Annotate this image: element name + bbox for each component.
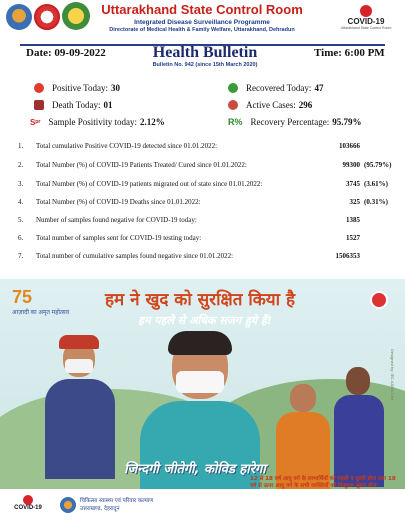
- virus-icon: [360, 5, 372, 17]
- row-number: 2.: [18, 161, 24, 169]
- recovery-rate-icon: R%: [228, 117, 243, 127]
- idsp-logo-icon: [62, 2, 90, 30]
- table-row: [16, 234, 391, 248]
- uttarakhand-emblem-icon: [60, 497, 76, 513]
- covid-logo-subtext: Uttarakhand State Control Room: [340, 26, 392, 30]
- sample-positivity-icon: Sᵖʳ: [30, 117, 41, 127]
- figure-body: [334, 395, 384, 487]
- stat-recovery-percentage: [228, 117, 361, 127]
- figure-head: [346, 367, 370, 395]
- poster-headline: हम ने खुद को सुरक्षित किया है: [104, 290, 295, 310]
- virus-icon: [23, 495, 33, 505]
- row-percent: (0.31%): [364, 198, 388, 206]
- uttarakhand-emblem-icon: [6, 4, 32, 30]
- footer-line-1: चिकित्सा स्वास्थ्य एवं परिवार कल्याण: [80, 498, 154, 504]
- stat-death: [34, 100, 112, 110]
- face-mask-icon: [176, 371, 224, 393]
- stat-spr-value: 2.12%: [140, 117, 165, 127]
- table-row: [16, 180, 391, 194]
- booster-dose-notice: 12 से 18 वर्ष आयु वर्ग के लाभार्थियों को पहली व दूसरी डोज तथा 18 वर्ष से ऊपर आयु वर्ग के सभी व्यक्तियों को निःशुल्क बूस्टर डोज: [250, 476, 396, 490]
- row-value: 99300: [342, 161, 360, 169]
- row-text: Total Number (%) of COVID-19 patients migrated out of state since 01.01.2022:: [36, 180, 263, 188]
- recovered-icon: [228, 83, 238, 93]
- table-row: [16, 161, 391, 175]
- stat-active-value: 296: [298, 100, 313, 110]
- table-row: [16, 252, 391, 266]
- row-number: 3.: [18, 180, 24, 188]
- poster-banner-slogan: जिन्दगी जीतेगी, कोविड हारेगा: [124, 462, 266, 477]
- stat-positive-value: 30: [110, 83, 120, 93]
- row-text: Total cumulative Positive COVID-19 detected since 01.01.2022:: [36, 142, 218, 150]
- row-text: Total number of samples sent for COVID-19 testing today:: [36, 234, 202, 242]
- header-text: [92, 2, 312, 33]
- stat-recovered-label: Recovered Today:: [246, 83, 312, 93]
- covid-logo-text: COVID-19: [347, 17, 385, 26]
- table-row: [16, 142, 391, 156]
- bulletin-number: Bulletin No. 942 (since 15th March 2020): [152, 62, 258, 68]
- active-cases-icon: [228, 100, 238, 110]
- stat-death-value: 01: [103, 100, 113, 110]
- azadi-ka-amrit-mahotsav-logo: [12, 287, 72, 321]
- footer-covid-logo: [8, 495, 48, 511]
- stat-rr-label: Recovery Percentage:: [250, 117, 330, 127]
- stat-sample-positivity: [30, 117, 165, 127]
- stat-death-label: Death Today:: [52, 100, 101, 110]
- row-value: 325: [349, 198, 360, 206]
- table-row: [16, 198, 391, 212]
- stat-positive-label: Positive Today:: [52, 83, 108, 93]
- header-subtitle-directorate: Directorate of Medical Health & Family Welfare, Uttarakhand, Dehradun: [109, 27, 295, 33]
- stat-recovered-value: 47: [314, 83, 324, 93]
- poster-footer: [0, 489, 405, 529]
- bulletin-time: Time: 6:00 PM: [314, 47, 385, 59]
- health-department-logo-icon: [370, 291, 388, 309]
- death-icon: [34, 100, 44, 110]
- azadi-subtext: आज़ादी का अमृत महोत्सव: [12, 310, 70, 316]
- stat-rr-value: 95.79%: [332, 117, 362, 127]
- bulletin-date: Date: 09-09-2022: [26, 47, 106, 59]
- illustration-nurse: [330, 367, 390, 487]
- stat-active: [228, 100, 312, 110]
- row-value: 1527: [346, 234, 360, 242]
- header: [0, 0, 405, 44]
- stat-spr-label: Sample Positivity today:: [48, 117, 137, 127]
- row-value: 3745: [346, 180, 360, 188]
- stat-recovered: [228, 83, 323, 93]
- positive-icon: [34, 83, 44, 93]
- row-text: Total Number (%) of COVID-19 Patients Treated/ Cured since 01.01.2022:: [36, 161, 247, 169]
- row-number: 5.: [18, 216, 24, 224]
- footer-department-text: [80, 497, 153, 514]
- poster-subline: हम पहले से अधिक सजग हुये हैं!: [138, 314, 272, 327]
- row-value: 1506353: [335, 252, 360, 260]
- covid-logo: [336, 5, 396, 35]
- row-number: 7.: [18, 252, 24, 260]
- figure-cap: [59, 335, 99, 349]
- footer-line-2: उत्तराखण्ड, देहरादून: [80, 506, 120, 513]
- poster-credit: Designed by: IEC ASHA Cell: [390, 349, 395, 400]
- row-percent: (3.61%): [364, 180, 388, 188]
- health-department-logo-icon: [34, 4, 60, 30]
- footer-covid-text: COVID-19: [14, 505, 42, 511]
- azadi-75-text: 75: [12, 287, 33, 307]
- row-value: 1385: [346, 216, 360, 224]
- table-row: [16, 216, 391, 230]
- bulletin-heading: Health Bulletin: [152, 44, 258, 61]
- row-number: 1.: [18, 142, 24, 150]
- row-number: 6.: [18, 234, 24, 242]
- stat-active-label: Active Cases:: [246, 100, 296, 110]
- header-subtitle-programme: Integrated Disease Surveillance Programme: [134, 19, 270, 26]
- figure-hair: [168, 331, 232, 355]
- awareness-poster: [0, 279, 405, 529]
- row-text: Total Number (%) of COVID-19 Deaths since 01.01.2022:: [36, 198, 201, 206]
- row-number: 4.: [18, 198, 24, 206]
- row-percent: (95.79%): [364, 161, 392, 169]
- row-value: 103666: [339, 142, 360, 150]
- header-title: Uttarakhand State Control Room: [101, 2, 303, 17]
- row-text: Number of samples found negative for COVID-19 today:: [36, 216, 197, 224]
- row-text: Total number of cumulative samples found negative since 01.01.2022:: [36, 252, 234, 260]
- stat-positive: [34, 83, 120, 93]
- face-mask-icon: [65, 359, 93, 373]
- figure-head: [290, 384, 316, 412]
